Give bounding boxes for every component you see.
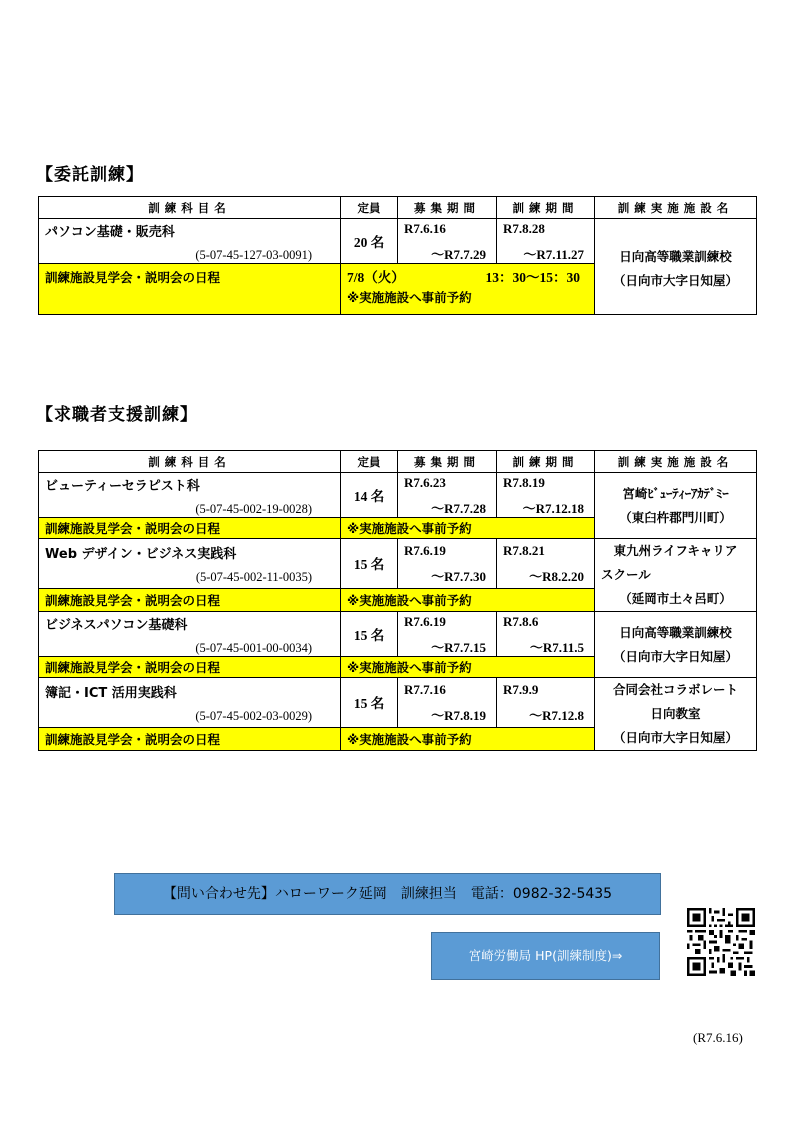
recruit-period [398, 612, 497, 657]
header-recruit-period: 募集期間 [398, 451, 497, 473]
facility-name: 東九州ライフキャリア [613, 543, 738, 558]
header-training-period: 訓練期間 [497, 451, 595, 473]
recruit-period [398, 678, 497, 728]
table-header-row [39, 451, 757, 473]
course-name: パソコン基礎・販売科 [45, 225, 175, 240]
session-schedule [341, 264, 595, 315]
capacity: 15 名 [341, 678, 398, 728]
facility-name: 日向高等職業訓練校 [619, 248, 732, 264]
capacity: 20 名 [341, 219, 398, 264]
session-note: ※実施施設へ事前予約 [341, 588, 595, 611]
facility-address: （東臼杵郡門川町） [619, 509, 732, 525]
recruit-period [398, 219, 497, 264]
header-facility: 訓練実施施設名 [595, 451, 757, 473]
course-name: ビジネスパソコン基礎科 [45, 618, 188, 633]
facility-address: （日向市大字日知屋） [612, 648, 738, 664]
capacity: 15 名 [341, 612, 398, 657]
recruit-start: R7.6.19 [404, 542, 446, 558]
train-end: 〜R7.11.27 [523, 246, 584, 262]
facility-address: （日向市大字日知屋） [612, 730, 738, 745]
recruit-start: R7.6.19 [404, 613, 446, 629]
table-row [39, 678, 757, 728]
course-cell [39, 539, 341, 589]
facility-name: 合同会社コラボレート [612, 682, 738, 697]
session-label: 訓練施設見学会・説明会の日程 [39, 588, 341, 611]
train-start: R7.8.6 [503, 613, 539, 629]
course-cell [39, 678, 341, 728]
recruit-start: R7.6.16 [404, 220, 446, 236]
recruit-start: R7.7.16 [404, 681, 446, 697]
capacity: 14 名 [341, 473, 398, 518]
table-row [39, 539, 757, 589]
recruit-end: 〜R7.7.15 [431, 639, 486, 655]
recruit-end: 〜R7.7.28 [431, 500, 486, 516]
header-course-name: 訓練科目名 [39, 197, 341, 219]
facility-name-cont: スクール [601, 567, 651, 582]
facility-address: （延岡市土々呂町） [619, 591, 732, 606]
document-date: (R7.6.16) [693, 1030, 743, 1045]
course-name: ビューティーセラピスト科 [45, 479, 200, 494]
header-course-name: 訓練科目名 [39, 451, 341, 473]
qr-code-icon[interactable] [684, 908, 758, 976]
facility-cell [595, 473, 757, 539]
table-row [39, 219, 757, 264]
table-row [39, 473, 757, 518]
header-capacity: 定員 [341, 451, 398, 473]
section-title-job-seeker: 【求職者支援訓練】 [36, 405, 198, 425]
facility-cell [595, 539, 757, 612]
session-label: 訓練施設見学会・説明会の日程 [39, 727, 341, 750]
recruit-period [398, 539, 497, 589]
course-cell [39, 219, 341, 264]
session-date: 7/8（火） [347, 270, 405, 285]
course-name: Web デザイン・ビジネス実践科 [45, 547, 237, 563]
course-code: (5-07-45-127-03-0091) [195, 248, 312, 262]
commissioned-training-table [38, 196, 757, 315]
course-name: 簿記・ICT 活用実践科 [45, 686, 177, 702]
header-capacity: 定員 [341, 197, 398, 219]
recruit-end: 〜R7.7.29 [431, 246, 486, 262]
session-note: ※実施施設へ事前予約 [341, 727, 595, 750]
session-label: 訓練施設見学会・説明会の日程 [39, 657, 341, 678]
facility-cell [595, 678, 757, 751]
training-period [497, 612, 595, 657]
section-title-commissioned: 【委託訓練】 [36, 165, 144, 185]
job-seeker-training-table [38, 450, 757, 751]
recruit-end: 〜R7.7.30 [431, 568, 486, 584]
course-cell [39, 473, 341, 518]
facility-cell [595, 219, 757, 315]
labor-bureau-hp-link[interactable]: 宮崎労働局 HP(訓練制度)⇒ [431, 932, 660, 980]
training-period [497, 678, 595, 728]
session-note: ※実施施設へ事前予約 [347, 290, 472, 305]
contact-banner: 【問い合わせ先】ハローワーク延岡 訓練担当 電話：0982-32-5435 [114, 873, 661, 915]
course-code: (5-07-45-002-19-0028) [195, 502, 312, 516]
header-facility: 訓練実施施設名 [595, 197, 757, 219]
train-start: R7.8.21 [503, 542, 545, 558]
recruit-start: R7.6.23 [404, 474, 446, 490]
session-datetime [347, 264, 588, 288]
session-label: 訓練施設見学会・説明会の日程 [39, 518, 341, 539]
facility-address: （日向市大字日知屋） [612, 272, 738, 288]
capacity: 15 名 [341, 539, 398, 589]
session-time: 13：30〜15：30 [485, 270, 580, 285]
recruit-end: 〜R7.8.19 [431, 707, 486, 723]
train-start: R7.9.9 [503, 681, 539, 697]
training-period [497, 219, 595, 264]
train-end: 〜R7.11.5 [529, 639, 584, 655]
course-cell [39, 612, 341, 657]
header-training-period: 訓練期間 [497, 197, 595, 219]
train-start: R7.8.19 [503, 474, 545, 490]
facility-cell [595, 612, 757, 678]
training-period [497, 539, 595, 589]
recruit-period [398, 473, 497, 518]
table-row [39, 612, 757, 657]
train-end: 〜R7.12.18 [522, 500, 584, 516]
header-recruit-period: 募集期間 [398, 197, 497, 219]
facility-branch: 日向教室 [650, 706, 701, 721]
course-code: (5-07-45-002-03-0029) [195, 709, 312, 724]
facility-name: 日向高等職業訓練校 [619, 624, 732, 640]
train-end: 〜R8.2.20 [529, 568, 584, 584]
course-code: (5-07-45-001-00-0034) [195, 641, 312, 655]
session-label: 訓練施設見学会・説明会の日程 [39, 264, 341, 315]
session-note: ※実施施設へ事前予約 [341, 518, 595, 539]
training-period [497, 473, 595, 518]
train-start: R7.8.28 [503, 220, 545, 236]
train-end: 〜R7.12.8 [529, 707, 584, 723]
table-header-row [39, 197, 757, 219]
facility-name: 宮崎ﾋﾞｭｰﾃｨｰｱｶﾃﾞﾐｰ [622, 485, 729, 501]
session-note: ※実施施設へ事前予約 [341, 657, 595, 678]
course-code: (5-07-45-002-11-0035) [195, 570, 312, 585]
